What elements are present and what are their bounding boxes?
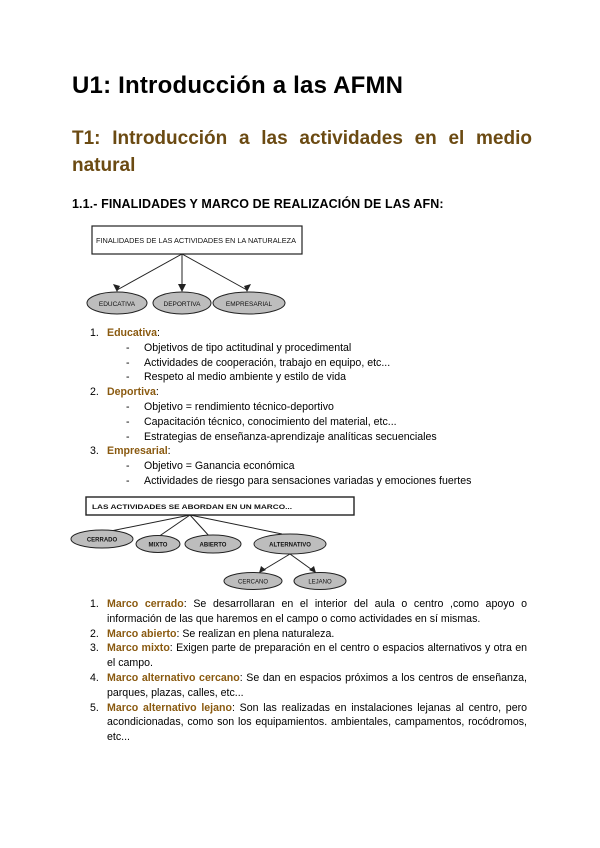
sub-item: - Actividades de cooperación, trabajo en equipo, etc... (107, 356, 527, 371)
arrow-empresarial (182, 254, 247, 290)
sub-item: - Respeto al medio ambiente y estilo de vida (107, 370, 527, 385)
arrow-educativa (117, 254, 182, 290)
arrowhead-educativa (113, 284, 120, 292)
node-deportiva-label: DEPORTIVA (163, 301, 201, 308)
list-item-marco-mixto (72, 641, 527, 671)
list-number: 5. (90, 701, 99, 714)
sub-list (107, 400, 527, 444)
arrowhead-cercano (259, 566, 266, 573)
list-text: : Son las realizadas en instalaciones lejanas al centro, pero acondicionadas, como son los equipamientos. ambientales, campamentos, rocódromos, etc... (107, 701, 528, 744)
node-cerrado-label: CERRADO (86, 537, 118, 544)
list-item-marco-cerrado (72, 597, 527, 627)
arrow-alternativo (190, 515, 282, 534)
list-label: Marco abierto (107, 627, 177, 640)
list-item-marco-abierto (72, 627, 527, 642)
sub-list (107, 459, 527, 489)
list-label: Marco alternativo lejano (107, 701, 232, 714)
list-number: 2. (90, 386, 99, 399)
sub-item: - Objetivos de tipo actitudinal y procedimental (107, 341, 527, 356)
list-label: Deportiva (107, 386, 156, 399)
list-number: 2. (90, 627, 99, 640)
list-number: 3. (90, 445, 99, 458)
list-item-deportiva (72, 385, 527, 444)
node-cercano-label: CERCANO (237, 579, 269, 586)
list-number: 4. (90, 671, 99, 684)
arrowhead-empresarial (244, 284, 251, 292)
list-suffix: : (167, 445, 171, 458)
list-item-educativa (72, 326, 527, 385)
node-lejano-label: LEJANO (308, 579, 332, 586)
list-text: : Se desarrollaran en el interior del aula o centro ,como apoyo o información de las que haremos en el campo o como actividades en sí mismas. (107, 598, 527, 625)
finalidades-list (72, 326, 527, 489)
marcos-list (72, 597, 527, 745)
arrowhead-deportiva (178, 284, 186, 292)
marcos-diagram (70, 494, 360, 592)
list-item-empresarial (72, 444, 527, 488)
list-item-marco-alternativo-lejano (72, 701, 527, 745)
list-text: : Exigen parte de preparación en el centro o espacios alternativos y otra en el campo. (107, 642, 527, 670)
sub-item: - Objetivo = Ganancia económica (107, 459, 527, 474)
sub-item: - Objetivo = rendimiento técnico-deportivo (107, 400, 527, 415)
list-label: Marco mixto (107, 642, 170, 655)
list-label: Educativa (107, 327, 158, 339)
node-abierto-label: ABIERTO (199, 542, 227, 549)
node-alternativo-label: ALTERNATIVO (269, 542, 311, 549)
sub-item: - Estrategias de enseñanza-aprendizaje analíticas secuenciales (107, 430, 527, 445)
list-item-marco-alternativo-cercano (72, 671, 527, 701)
list-text: : Se dan en espacios próximos a los centros de enseñanza, parques, plazas, calles, etc... (107, 671, 527, 699)
list-number: 1. (90, 327, 99, 339)
section-title: 1.1.- FINALIDADES Y MARCO DE REALIZACIÓN DE LAS AFN: (72, 197, 444, 211)
sub-item: - Actividades de riesgo para sensaciones variadas y emociones fuertes (107, 474, 527, 489)
marcos-header-text: LAS ACTIVIDADES SE ABORDAN EN UN MARCO... (92, 504, 293, 511)
list-suffix: : (155, 386, 159, 399)
list-text: : Se realizan en plena naturaleza. (176, 627, 335, 640)
sub-item: - Capacitación técnico, conocimiento del material, etc... (107, 415, 527, 430)
finalidades-diagram (72, 222, 312, 322)
list-label: Marco alternativo cercano (107, 671, 240, 684)
list-suffix: : (157, 327, 160, 339)
list-label: Marco cerrado (107, 598, 184, 610)
node-empresarial-label: EMPRESARIAL (225, 301, 273, 308)
list-label: Empresarial (107, 445, 168, 458)
node-educativa-label: EDUCATIVA (98, 301, 136, 308)
list-number: 1. (90, 598, 99, 610)
finalidades-header-text: FINALIDADES DE LAS ACTIVIDADES EN LA NATURALEZA (96, 236, 297, 245)
list-number: 3. (90, 642, 99, 655)
unit-title: U1: Introducción a las AFMN (72, 72, 404, 99)
topic-title: T1: Introducción a las actividades en el medio natural (72, 128, 532, 176)
arrowhead-lejano (309, 566, 316, 573)
node-mixto-label: MIXTO (148, 542, 168, 549)
sub-list (107, 341, 527, 385)
